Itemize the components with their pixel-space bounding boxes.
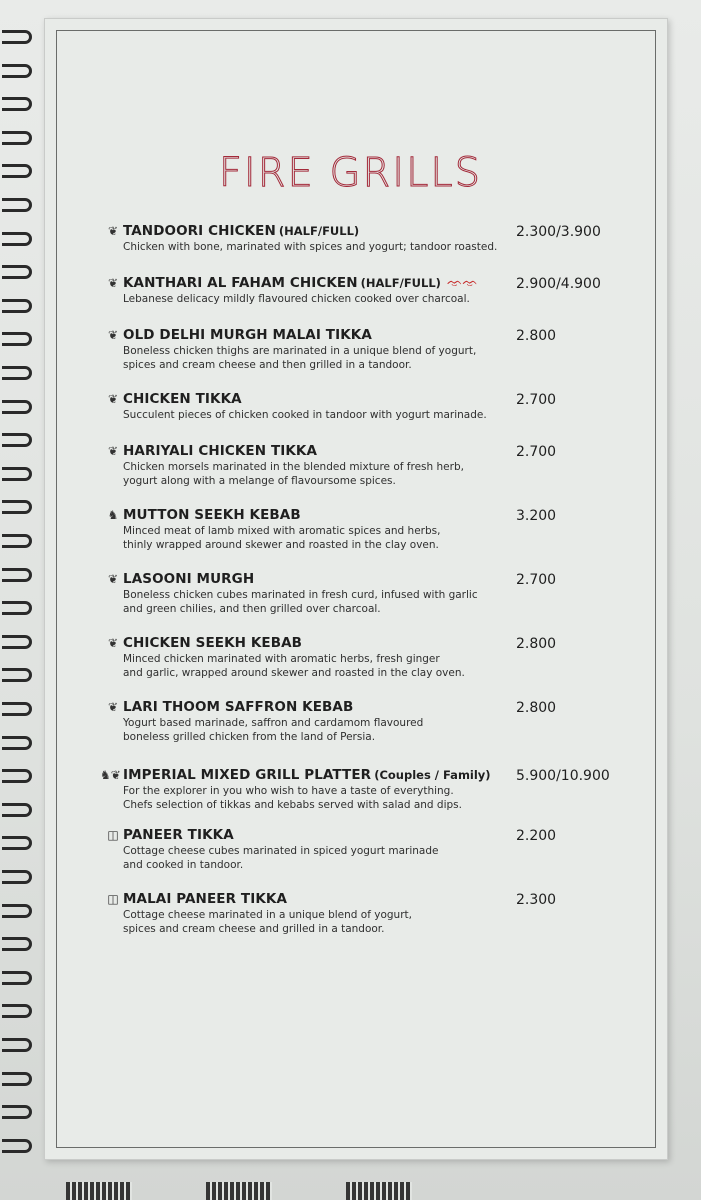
spiral-ring [2, 702, 32, 716]
item-name: CHICKEN SEEKH KEBAB [123, 635, 303, 651]
item-price: 2.800 [516, 328, 557, 344]
chicken-icon: ❦ [107, 700, 119, 714]
item-name: LARI THOOM SAFFRON KEBAB [123, 699, 354, 715]
spiral-ring [2, 265, 32, 279]
spiral-ring [2, 131, 32, 145]
spiral-ring [2, 1105, 32, 1119]
spiral-ring [2, 568, 32, 582]
item-price: 3.200 [516, 508, 557, 524]
item-description [123, 240, 626, 254]
spiral-ring [2, 366, 32, 380]
description-line: Boneless chicken cubes marinated in fresh curd, infused with garlic [123, 589, 478, 601]
chicken-icon: ❦ [107, 636, 119, 650]
item-name: LASOONI MURGH [123, 571, 255, 587]
description-line: Lebanese delicacy mildly flavoured chicken cooked over charcoal. [123, 293, 470, 305]
chicken-icon: ❦ [107, 444, 119, 458]
item-price: 2.200 [516, 828, 557, 844]
item-price: 5.900/10.900 [516, 768, 610, 784]
spiral-ring [2, 904, 32, 918]
description-line: spices and cream cheese and then grilled in a tandoor. [123, 359, 412, 371]
spiral-ring [2, 467, 32, 481]
description-line: Succulent pieces of chicken cooked in tandoor with yogurt marinade. [123, 409, 487, 421]
spiral-ring [2, 198, 32, 212]
spiral-ring [2, 500, 32, 514]
description-line: yogurt along with a melange of flavoursome spices. [123, 475, 396, 487]
cheese-icon: ◫ [107, 828, 119, 842]
menu-item [106, 326, 626, 372]
item-price: 2.700 [516, 572, 557, 588]
menu-item [106, 506, 626, 552]
description-line: Minced chicken marinated with aromatic herbs, fresh ginger [123, 653, 440, 665]
item-description [123, 716, 626, 744]
menu-item [106, 570, 626, 616]
description-line: Cottage cheese marinated in a unique blend of yogurt, [123, 909, 412, 921]
spiral-ring [2, 635, 32, 649]
item-name: CHICKEN TIKKA [123, 391, 242, 407]
spiral-ring [2, 433, 32, 447]
item-price: 2.800 [516, 636, 557, 652]
spiral-ring [2, 64, 32, 78]
item-description [123, 844, 626, 872]
item-name: OLD DELHI MURGH MALAI TIKKA [123, 327, 372, 343]
spiral-ring [2, 534, 32, 548]
item-name: IMPERIAL MIXED GRILL PLATTER [123, 767, 372, 783]
spiral-ring [2, 30, 32, 44]
spiral-ring [2, 803, 32, 817]
item-name: TANDOORI CHICKEN [123, 223, 276, 239]
item-name: HARIYALI CHICKEN TIKKA [123, 443, 318, 459]
item-portion: (HALF/FULL) [278, 224, 360, 238]
description-line: spices and cream cheese and grilled in a tandoor. [123, 923, 385, 935]
menu-item [106, 222, 626, 254]
spiral-ring [2, 332, 32, 346]
item-price: 2.700 [516, 444, 557, 460]
description-line: Chefs selection of tikkas and kebabs served with salad and dips. [123, 799, 462, 811]
menu-item [106, 390, 626, 422]
menu-item [106, 274, 626, 306]
qr-code [346, 1182, 412, 1200]
description-line: boneless grilled chicken from the land of Persia. [123, 731, 376, 743]
item-price: 2.700 [516, 392, 557, 408]
cheese-icon: ◫ [107, 892, 119, 906]
description-line: Yogurt based marinade, saffron and cardamom flavoured [123, 717, 424, 729]
spiral-binding [0, 30, 42, 1180]
item-description [123, 784, 626, 812]
chicken-icon: ❦ [107, 224, 119, 238]
spiral-ring [2, 736, 32, 750]
description-line: For the explorer in you who wish to have a taste of everything. [123, 785, 454, 797]
spiral-ring [2, 668, 32, 682]
description-line: and cooked in tandoor. [123, 859, 244, 871]
menu-item [106, 826, 626, 872]
menu-item [106, 442, 626, 488]
spiral-ring [2, 971, 32, 985]
spiral-ring [2, 1038, 32, 1052]
item-portion: (HALF/FULL) [360, 276, 441, 290]
item-description [123, 588, 626, 616]
chicken-icon: ❦ [107, 392, 119, 406]
description-line: and green chilies, and then grilled over charcoal. [123, 603, 381, 615]
spiral-ring [2, 299, 32, 313]
item-description [123, 652, 626, 680]
qr-code [206, 1182, 272, 1200]
description-line: Minced meat of lamb mixed with aromatic spices and herbs, [123, 525, 441, 537]
description-line: Chicken morsels marinated in the blended mixture of fresh herb, [123, 461, 464, 473]
qr-code [66, 1182, 132, 1200]
item-description [123, 460, 626, 488]
spiral-ring [2, 601, 32, 615]
item-name: MUTTON SEEKH KEBAB [123, 507, 301, 523]
menu-item [106, 890, 626, 936]
spiral-ring [2, 400, 32, 414]
menu-item [100, 766, 626, 812]
goat-icon: ♞ [107, 508, 119, 522]
item-portion: (Couples / Family) [374, 768, 491, 782]
chicken-icon: ❦ [107, 572, 119, 586]
menu-item [106, 634, 626, 680]
description-line: Chicken with bone, marinated with spices and yogurt; tandoor roasted. [123, 241, 498, 253]
spiral-ring [2, 937, 32, 951]
spiral-ring [2, 836, 32, 850]
item-price: 2.800 [516, 700, 557, 716]
chicken-icon: ❦ [107, 328, 119, 342]
goat-chicken-icon: ♞❦ [100, 768, 121, 782]
spiral-ring [2, 232, 32, 246]
item-name: PANEER TIKKA [123, 827, 234, 843]
chili-icon: ᨎᨎ [446, 275, 478, 290]
spiral-ring [2, 1139, 32, 1153]
spiral-ring [2, 1004, 32, 1018]
spiral-ring [2, 769, 32, 783]
description-line: Cottage cheese cubes marinated in spiced yogurt marinade [123, 845, 439, 857]
item-description [123, 908, 626, 936]
item-price: 2.300 [516, 892, 557, 908]
page-title: FIRE GRILLS [218, 150, 483, 196]
item-price: 2.900/4.900 [516, 276, 601, 292]
description-line: Boneless chicken thighs are marinated in a unique blend of yogurt, [123, 345, 477, 357]
item-description [123, 344, 626, 372]
item-description [123, 408, 626, 422]
item-name: KANTHARI AL FAHAM CHICKEN [123, 275, 358, 291]
spiral-ring [2, 97, 32, 111]
item-description [123, 292, 626, 306]
spiral-ring [2, 870, 32, 884]
description-line: and garlic, wrapped around skewer and roasted in the clay oven. [123, 667, 465, 679]
item-price: 2.300/3.900 [516, 224, 601, 240]
chicken-icon: ❦ [107, 276, 119, 290]
item-name: MALAI PANEER TIKKA [123, 891, 287, 907]
menu-item [106, 698, 626, 744]
spiral-ring [2, 1072, 32, 1086]
description-line: thinly wrapped around skewer and roasted in the clay oven. [123, 539, 439, 551]
item-description [123, 524, 626, 552]
